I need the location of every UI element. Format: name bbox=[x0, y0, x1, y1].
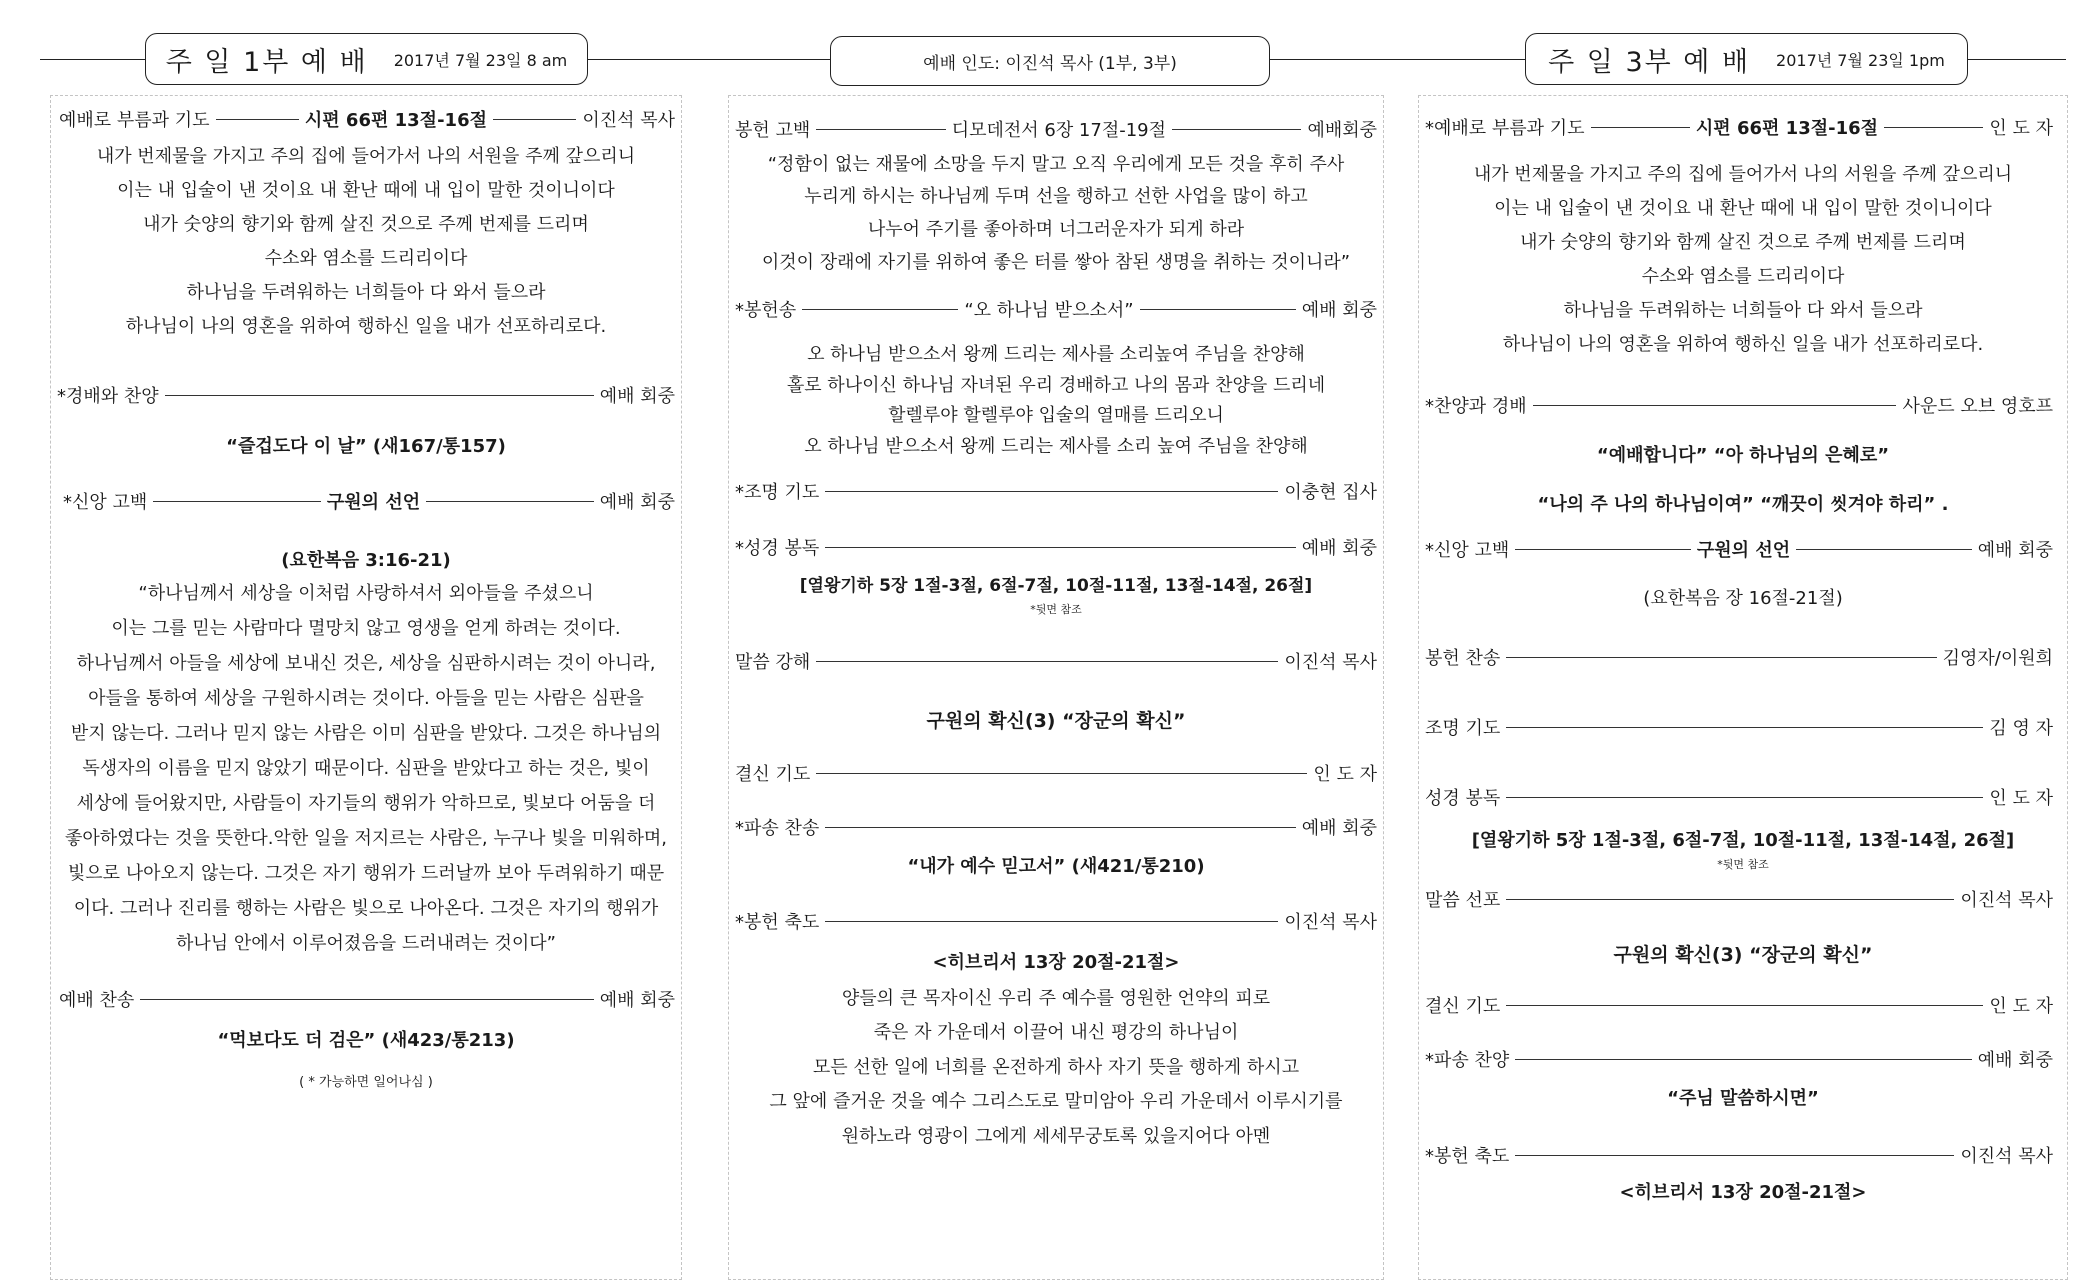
hebrews-line: 그 앞에 즐거운 것을 예수 그리스도로 말미암아 우리 가운데서 이루시기를 bbox=[769, 1091, 1343, 1112]
john-line: 이는 그를 믿는 사람마다 멸망치 않고 영생을 얻게 하려는 것이다. bbox=[111, 618, 621, 639]
reading-presenter: 인 도 자 bbox=[1989, 788, 2053, 809]
hymn-song: “먹보다도 더 검은” (새423/통213) bbox=[217, 1030, 515, 1051]
scripture-reading-row bbox=[735, 534, 1377, 560]
offering-hymn-label: 봉헌 찬송 bbox=[1425, 648, 1501, 669]
leader-line bbox=[825, 827, 1295, 828]
sermon-title: 구원의 확신(3) “장군의 확신” bbox=[926, 710, 1186, 732]
leader-line bbox=[165, 395, 594, 396]
sending-label: *파송 찬양 bbox=[1425, 1050, 1510, 1071]
decision-label: 결신 기도 bbox=[1425, 996, 1501, 1017]
offering-song-title: “오 하나님 받으소서” bbox=[964, 300, 1134, 321]
sermon-label: 말씀 강해 bbox=[735, 652, 811, 673]
john-line: 이다. 그러나 진리를 행하는 사람은 빛으로 나아온다. 그것은 자기의 행위가 bbox=[73, 898, 659, 919]
reading-note: *뒷면 참조 bbox=[1717, 858, 1769, 871]
timothy-line: 누리게 하시는 하나님께 두며 선을 행하고 선한 사업을 많이 하고 bbox=[804, 186, 1308, 207]
leader-line bbox=[1884, 127, 1983, 128]
standing-note: ( * 가능하면 일어나심 ) bbox=[299, 1075, 433, 1090]
service3-date: 2017년 7월 23일 1pm bbox=[1776, 50, 1945, 70]
praise-row bbox=[57, 382, 675, 408]
reading-presenter: 예배 회중 bbox=[1301, 538, 1377, 559]
praise-label: *찬양과 경배 bbox=[1425, 396, 1527, 417]
call-presenter: 이진석 목사 bbox=[582, 110, 675, 131]
sending-presenter: 예배 회중 bbox=[1977, 1050, 2053, 1071]
service3-header bbox=[1525, 33, 1968, 85]
leader-line bbox=[1796, 549, 1972, 550]
john-line: “하나님께서 세상을 이처럼 사랑하셔서 외아들을 주셨으니 bbox=[138, 583, 594, 604]
offering-song-row bbox=[735, 296, 1377, 322]
service1-header bbox=[145, 33, 588, 85]
sending-song: “주님 말씀하시면” bbox=[1667, 1088, 1819, 1109]
decision-presenter: 인 도 자 bbox=[1313, 764, 1377, 785]
psalm-line: 하나님을 두려워하는 너희들아 다 와서 들으라 bbox=[186, 282, 546, 303]
hymn-row bbox=[59, 986, 675, 1012]
creed-row bbox=[63, 488, 675, 514]
sending-song: “내가 예수 믿고서” (새421/통210) bbox=[907, 856, 1205, 877]
leader-line bbox=[1506, 727, 1983, 728]
offering-hymn-row bbox=[1425, 644, 2053, 670]
hebrews-reference: <히브리서 13장 20절-21절> bbox=[1619, 1182, 1867, 1203]
service1-column bbox=[50, 95, 682, 1280]
hebrews-line: 모든 선한 일에 너희를 온전하게 하사 자기 뜻을 행하게 하시고 bbox=[812, 1057, 1300, 1078]
leader-line bbox=[1506, 1005, 1983, 1006]
sermon-presenter: 이진석 목사 bbox=[1960, 890, 2053, 911]
hymn-label: 예배 찬송 bbox=[59, 990, 135, 1011]
creed-title: 구원의 선언 bbox=[326, 492, 421, 513]
offering-confession-row bbox=[735, 116, 1377, 142]
creed-presenter: 예배 회중 bbox=[599, 492, 675, 513]
header-rule-mid-right bbox=[1270, 59, 1525, 60]
call-label: *예배로 부름과 기도 bbox=[1425, 118, 1585, 139]
leader-line bbox=[816, 773, 1307, 774]
offering-scripture: 디모데전서 6장 17절-19절 bbox=[951, 120, 1167, 141]
benediction-presenter: 이진석 목사 bbox=[1284, 912, 1377, 933]
timothy-line: 나누어 주기를 좋아하며 너그러운자가 되게 하라 bbox=[867, 219, 1245, 240]
offering-song-label: *봉헌송 bbox=[735, 300, 797, 321]
psalm-line: 하나님을 두려워하는 너희들아 다 와서 들으라 bbox=[1563, 300, 1923, 321]
leader-header bbox=[830, 36, 1270, 86]
lyrics-line: 오 하나님 받으소서 왕께 드리는 제사를 소리 높여 주님을 찬양해 bbox=[804, 436, 1308, 457]
john-line: 빛으로 나아오지 않는다. 그것은 자기 행위가 드러날까 보아 두려워하기 때문 bbox=[67, 863, 665, 884]
leader-line bbox=[1506, 657, 1936, 658]
benediction-label: *봉헌 축도 bbox=[735, 912, 820, 933]
leader-line bbox=[816, 129, 945, 130]
prayer-presenter: 김 영 자 bbox=[1989, 718, 2053, 739]
sermon-title: 구원의 확신(3) “장군의 확신” bbox=[1613, 944, 1873, 966]
benediction-label: *봉헌 축도 bbox=[1425, 1146, 1510, 1167]
john-line: 세상에 들어왔지만, 사람들이 자기들의 행위가 악하므로, 빛보다 어둠을 더 bbox=[76, 793, 656, 814]
offering-presenter: 예배회중 bbox=[1307, 120, 1377, 141]
sermon-row bbox=[735, 648, 1377, 674]
john-reference: (요한복음 장 16절-21절) bbox=[1643, 588, 1843, 609]
psalm-line: 내가 숫양의 향기와 함께 살진 것으로 주께 번제를 드리며 bbox=[1520, 232, 1966, 253]
leader-line bbox=[1591, 127, 1690, 128]
call-label: 예배로 부름과 기도 bbox=[59, 110, 210, 131]
leader-line bbox=[825, 921, 1278, 922]
call-scripture: 시편 66편 13절-16절 bbox=[304, 110, 487, 131]
timothy-line: “정함이 없는 재물에 소망을 두지 말고 오직 우리에게 모든 것을 후히 주사 bbox=[767, 154, 1345, 175]
john-line: 받지 않는다. 그러나 믿지 않는 사람은 이미 심판을 받았다. 그것은 하나님의 bbox=[70, 723, 662, 744]
john-line: 좋아하였다는 것을 뜻한다.악한 일을 저지르는 사람은, 누구나 빛을 미워하며, bbox=[65, 828, 667, 849]
decision-prayer-row bbox=[735, 760, 1377, 786]
leader-line bbox=[816, 661, 1278, 662]
call-to-worship-row bbox=[1425, 114, 2053, 140]
creed-label: *신앙 고백 bbox=[63, 492, 148, 513]
leader-line bbox=[1515, 1155, 1954, 1156]
leader-line bbox=[825, 491, 1278, 492]
lyrics-line: 오 하나님 받으소서 왕께 드리는 제사를 소리높여 주님을 찬양해 bbox=[807, 344, 1305, 365]
sermon-label: 말씀 선포 bbox=[1425, 890, 1501, 911]
creed-row bbox=[1425, 536, 2053, 562]
john-line: 아들을 통하여 세상을 구원하시려는 것이다. 아들을 믿는 사람은 심판을 bbox=[88, 688, 644, 709]
header-rule-right bbox=[1968, 59, 2066, 60]
offering-hymn-presenter: 김영자/이원희 bbox=[1942, 648, 2053, 669]
leader-line bbox=[216, 119, 299, 120]
service3-title: 주 일 3부 예 배 bbox=[1548, 46, 1751, 78]
call-scripture: 시편 66편 13절-16절 bbox=[1695, 118, 1879, 139]
decision-label: 결신 기도 bbox=[735, 764, 811, 785]
benediction-row bbox=[735, 908, 1377, 934]
creed-presenter: 예배 회중 bbox=[1977, 540, 2053, 561]
call-presenter: 인 도 자 bbox=[1989, 118, 2053, 139]
reading-note: *뒷면 참조 bbox=[1030, 603, 1082, 616]
reading-label: *성경 봉독 bbox=[735, 538, 820, 559]
benediction-presenter: 이진석 목사 bbox=[1960, 1146, 2053, 1167]
benediction-row bbox=[1425, 1142, 2053, 1168]
psalm-line: 이는 내 입술이 낸 것이요 내 환난 때에 내 입이 말한 것이니이다 bbox=[1494, 198, 1992, 219]
psalm-line: 내가 번제물을 가지고 주의 집에 들어가서 나의 서원을 주께 갚으리니 bbox=[96, 146, 636, 167]
lyrics-line: 할렐루야 할렐루야 입술의 열매를 드리오니 bbox=[888, 405, 1224, 426]
scripture-reading-row bbox=[1425, 784, 2053, 810]
sending-presenter: 예배 회중 bbox=[1301, 818, 1377, 839]
john-line: 독생자의 이름을 믿지 않았기 때문이다. 심판을 받았다고 하는 것은, 빛이 bbox=[82, 758, 650, 779]
worship-leader: 예배 인도: 이진석 목사 (1부, 3부) bbox=[923, 53, 1177, 74]
illumination-prayer-row bbox=[1425, 714, 2053, 740]
psalm-line: 내가 번제물을 가지고 주의 집에 들어가서 나의 서원을 주께 갚으리니 bbox=[1473, 164, 2013, 185]
john-line: 하나님께서 아들을 세상에 보내신 것은, 세상을 심판하시려는 것이 아니라, bbox=[76, 653, 656, 674]
service1-date: 2017년 7월 23일 8 am bbox=[393, 50, 568, 70]
leader-line bbox=[802, 309, 958, 310]
leader-line bbox=[1172, 129, 1301, 130]
sermon-row bbox=[1425, 886, 2053, 912]
praise-song: “즐겁도다 이 날” (새167/통157) bbox=[226, 436, 506, 457]
decision-prayer-row bbox=[1425, 992, 2053, 1018]
psalm-line: 수소와 염소를 드리리이다 bbox=[1641, 266, 1845, 287]
leader-line bbox=[426, 501, 594, 502]
praise-presenter: 사운드 오브 영호프 bbox=[1902, 396, 2053, 417]
call-to-worship-row bbox=[59, 106, 675, 132]
praise-label: *경배와 찬양 bbox=[57, 386, 159, 407]
leader-line bbox=[825, 547, 1295, 548]
offering-song-presenter: 예배 회중 bbox=[1301, 300, 1377, 321]
psalm-line: 수소와 염소를 드리리이다 bbox=[264, 248, 468, 269]
leader-line bbox=[1515, 549, 1691, 550]
psalm-line: 내가 숫양의 향기와 함께 살진 것으로 주께 번제를 드리며 bbox=[143, 214, 589, 235]
leader-line bbox=[1506, 797, 1983, 798]
praise-songs: “나의 주 나의 하나님이여” “깨끗이 씻겨야 하리” . bbox=[1537, 494, 1949, 515]
leader-line bbox=[1140, 309, 1296, 310]
header-rule-left bbox=[40, 59, 150, 60]
service3-column bbox=[1418, 95, 2068, 1280]
praise-presenter: 예배 회중 bbox=[599, 386, 675, 407]
reading-reference: [열왕기하 5장 1절-3절, 6절-7절, 10절-11절, 13절-14절, 26절] bbox=[1471, 830, 2015, 851]
hebrews-line: 죽은 자 가운데서 이끌어 내신 평강의 하나님이 bbox=[873, 1022, 1239, 1043]
john-line: 하나님 안에서 이루어졌음을 드러내려는 것이다” bbox=[176, 933, 556, 954]
hebrews-line: 원하노라 영광이 그에게 세세무궁토록 있을지어다 아멘 bbox=[841, 1126, 1271, 1147]
psalm-line: 하나님이 나의 영혼을 위하여 행하신 일을 내가 선포하리로다. bbox=[1502, 334, 1984, 355]
prayer-presenter: 이충현 집사 bbox=[1284, 482, 1377, 503]
creed-label: *신앙 고백 bbox=[1425, 540, 1510, 561]
reading-label: 성경 봉독 bbox=[1425, 788, 1501, 809]
leader-line bbox=[493, 119, 576, 120]
lyrics-line: 홀로 하나이신 하나님 자녀된 우리 경배하고 나의 몸과 찬양을 드리네 bbox=[786, 375, 1326, 396]
hebrews-reference: <히브리서 13장 20절-21절> bbox=[932, 952, 1180, 973]
leader-line bbox=[1515, 1059, 1971, 1060]
john-reference: (요한복음 3:16-21) bbox=[281, 550, 451, 571]
header-rule-mid-left bbox=[588, 59, 830, 60]
praise-row bbox=[1425, 392, 2053, 418]
hebrews-line: 양들의 큰 목자이신 우리 주 예수를 영원한 언약의 피로 bbox=[841, 988, 1271, 1009]
sermon-presenter: 이진석 목사 bbox=[1284, 652, 1377, 673]
illumination-prayer-row bbox=[735, 478, 1377, 504]
timothy-line: 이것이 장래에 자기를 위하여 좋은 터를 쌓아 참된 생명을 취하는 것이니라” bbox=[761, 252, 1351, 273]
prayer-label: *조명 기도 bbox=[735, 482, 820, 503]
service1-title: 주 일 1부 예 배 bbox=[165, 46, 368, 78]
prayer-label: 조명 기도 bbox=[1425, 718, 1501, 739]
psalm-line: 하나님이 나의 영혼을 위하여 행하신 일을 내가 선포하리로다. bbox=[125, 316, 607, 337]
leader-line bbox=[1533, 405, 1897, 406]
leader-line bbox=[153, 501, 321, 502]
reading-reference: [열왕기하 5장 1절-3절, 6절-7절, 10절-11절, 13절-14절, 26절] bbox=[799, 576, 1313, 596]
psalm-line: 이는 내 입술이 낸 것이요 내 환난 때에 내 입이 말한 것이니이다 bbox=[117, 180, 615, 201]
creed-title: 구원의 선언 bbox=[1696, 540, 1791, 561]
leader-line bbox=[1506, 899, 1954, 900]
sending-hymn-row bbox=[735, 814, 1377, 840]
hymn-presenter: 예배 회중 bbox=[599, 990, 675, 1011]
offering-label: 봉헌 고백 bbox=[735, 120, 811, 141]
sending-praise-row bbox=[1425, 1046, 2053, 1072]
decision-presenter: 인 도 자 bbox=[1989, 996, 2053, 1017]
order-column bbox=[728, 95, 1384, 1280]
sending-label: *파송 찬송 bbox=[735, 818, 820, 839]
praise-songs: “예배합니다” “아 하나님의 은혜로” bbox=[1596, 445, 1890, 466]
leader-line bbox=[140, 999, 593, 1000]
